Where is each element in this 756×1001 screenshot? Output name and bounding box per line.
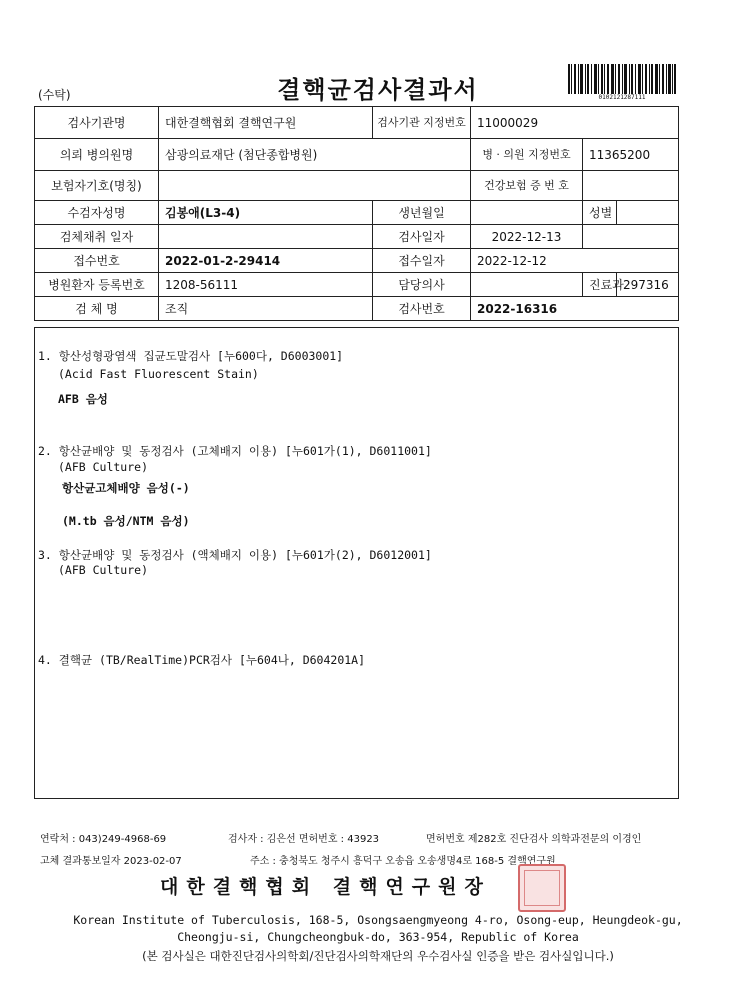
- requester-code-label: 병 · 의원 지정번호: [471, 139, 583, 171]
- sex-value: [617, 201, 679, 225]
- result-2-title: 2. 항산균배양 및 동정검사 (고체배지 이용) [누601가(1), D6011001]: [38, 444, 432, 458]
- specimen-value: 조직: [159, 297, 373, 321]
- specialist-info: 면허번호 제282호 진단검사 의학과전문의 이경인: [426, 834, 642, 845]
- insurer-label: 보험자기호(명칭): [35, 171, 159, 201]
- specimen-label: 검 체 명: [35, 297, 159, 321]
- test-date-label: 검사일자: [373, 225, 471, 249]
- insurer-value: [159, 171, 471, 201]
- institute-name-korean: 대한결핵협회 결핵연구원장: [160, 876, 491, 898]
- result-4-title: 4. 결핵균 (TB/RealTime)PCR검사 [누604나, D604201A]: [38, 653, 366, 667]
- hospital-reg-value: 1208-56111: [159, 273, 373, 297]
- collection-date-value: [159, 225, 373, 249]
- contact-info: 연락처 : 043)249-4968-69: [40, 834, 167, 845]
- patient-info-table: [34, 106, 679, 321]
- requester-code-value: 11365200: [583, 139, 679, 171]
- official-seal-icon: [518, 864, 566, 912]
- health-insurance-value: [583, 171, 679, 201]
- result-1-subtitle: (Acid Fast Fluorescent Stain): [58, 367, 259, 381]
- address: 주소 : 충청북도 청주시 흥덕구 오송읍 오송생명4로 168-5 결핵연구원: [250, 856, 556, 867]
- org-code-label: 검사기관 지정번호: [373, 107, 471, 139]
- result-3-subtitle: (AFB Culture): [58, 563, 149, 577]
- result-1-title: 1. 항산성형광염색 집균도말검사 [누600다, D6003001]: [38, 349, 344, 363]
- page-title: 결핵균검사결과서: [277, 76, 479, 104]
- barcode-number: 0102121287111: [598, 94, 646, 101]
- receipt-number-value: 2022-01-2-29414: [159, 249, 373, 273]
- receipt-date-label: 접수일자: [373, 249, 471, 273]
- test-date-value: 2022-12-13: [471, 225, 583, 249]
- birth-date-label: 생년월일: [373, 201, 471, 225]
- org-code-value: 11000029: [471, 107, 679, 139]
- org-value: 대한결핵협회 결핵연구원: [159, 107, 373, 139]
- certification-note: (본 검사실은 대한진단검사의학회/진단검사의학재단의 우수검사실 인증을 받은 검사실입니다.): [142, 949, 614, 963]
- result-2-value: 항산균고체배양 음성(-): [62, 481, 190, 495]
- report-date: 고체 결과통보일자 2023-02-07: [40, 856, 182, 867]
- test-number-label: 검사번호: [373, 297, 471, 321]
- hospital-reg-label: 병원환자 등록번호: [35, 273, 159, 297]
- result-2-detail: (M.tb 음성/NTM 음성): [62, 514, 190, 528]
- patient-name-label: 수검자성명: [35, 201, 159, 225]
- copy-label: (수탁): [38, 88, 71, 102]
- doctor-label: 담당의사: [373, 273, 471, 297]
- result-2-subtitle: (AFB Culture): [58, 460, 149, 474]
- org-label: 검사기관명: [35, 107, 159, 139]
- test-date-blank: [583, 225, 679, 249]
- institute-address-en-1: Korean Institute of Tuberculosis, 168-5, Osongsaengmyeong 4-ro, Osong-eup, Heungdeok-gu,: [73, 913, 683, 927]
- receipt-date-value: 2022-12-12: [471, 249, 679, 273]
- health-insurance-label: 건강보험 증 번 호: [471, 171, 583, 201]
- department-label: 진료과: [583, 273, 617, 297]
- examiner-info: 검사자 : 김은선 면허번호 : 43923: [228, 834, 380, 845]
- barcode-icon: [568, 64, 676, 94]
- birth-date-value: [471, 201, 583, 225]
- result-1-value: AFB 음성: [58, 392, 108, 406]
- institute-address-en-2: Cheongju-si, Chungcheongbuk-do, 363-954, Republic of Korea: [177, 930, 579, 944]
- patient-name-value: 김봉애(L3-4): [159, 201, 373, 225]
- results-panel: [34, 327, 679, 799]
- sex-label: 성별: [583, 201, 617, 225]
- collection-date-label: 검체채취 일자: [35, 225, 159, 249]
- requester-value: 삼광의료재단 (첨단종합병원): [159, 139, 471, 171]
- result-3-title: 3. 항산균배양 및 동정검사 (액체배지 이용) [누601가(2), D6012001]: [38, 548, 432, 562]
- test-number-value: 2022-16316: [471, 297, 679, 321]
- requester-label: 의뢰 병의원명: [35, 139, 159, 171]
- department-value: 297316: [617, 273, 679, 297]
- receipt-number-label: 접수번호: [35, 249, 159, 273]
- doctor-value: [471, 273, 583, 297]
